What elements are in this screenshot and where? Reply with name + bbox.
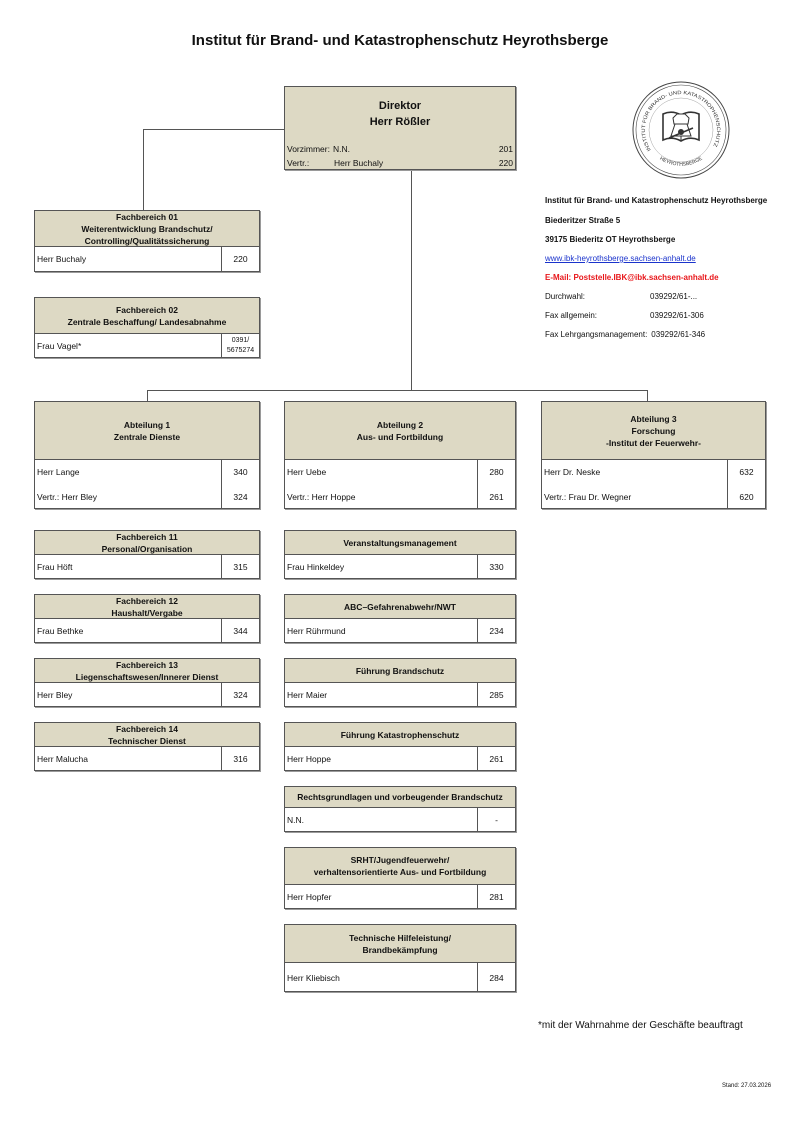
contact-org: Institut für Brand- und Katastrophenschutz Heyrothsberge (545, 196, 768, 205)
unit-box-fachbereich-01 (34, 210, 260, 272)
department-deputy: Vertr.: Herr Bley (37, 491, 97, 502)
director-name: Herr Rößler (369, 116, 431, 128)
unit-title: verhaltensorientierte Aus- und Fortbildung (313, 867, 487, 877)
contact-email-link[interactable]: E-Mail: Poststelle.IBK@ibk.sachsen-anhalt.de (545, 273, 719, 282)
department-title: Abteilung 2 (376, 419, 424, 430)
unit-person-row (285, 747, 515, 771)
seal-bottom-text: HEYROTHSBERGE (658, 155, 704, 168)
department-subtitle: Forschung (631, 425, 676, 436)
phone-label: Fax Lehrgangsmanagement: (545, 330, 648, 339)
row-ext: 220 (498, 158, 513, 168)
phone-label: Durchwahl: (545, 292, 586, 301)
department-box-abteilung-1 (34, 401, 260, 509)
unit-header (285, 659, 515, 683)
page-title: Institut für Brand- und Katastrophenschutz Heyrothsberge (191, 32, 609, 49)
unit-box-fachbereich-13 (34, 658, 260, 707)
department-deputy: Vertr.: Frau Dr. Wegner (544, 491, 632, 502)
phone-extension: 340 (233, 467, 248, 478)
unit-person-row (285, 963, 515, 992)
unit-box-veranstaltungsmanagement (284, 530, 516, 579)
person-name: Herr Hoppe (287, 754, 331, 764)
unit-person-row (285, 808, 515, 832)
department-title: Abteilung 1 (123, 419, 171, 430)
phone-extension: 261 (489, 491, 504, 502)
department-box-abteilung-2 (284, 401, 516, 509)
extensions (221, 460, 259, 509)
row-label: Vertr.: (287, 158, 310, 168)
person-name: Herr Buchaly (37, 254, 87, 264)
phone-extension: 324 (221, 683, 259, 707)
unit-box-technische-hilfeleistung (284, 924, 516, 992)
phone-extension: 632 (739, 467, 754, 478)
phone-extension: 281 (477, 885, 515, 909)
person-name: Herr Rührmund (287, 626, 346, 636)
connector-line (411, 170, 412, 391)
department-head: Herr Dr. Neske (544, 467, 601, 478)
department-people (542, 460, 765, 509)
unit-header (35, 531, 259, 555)
person-name: Frau Vagel* (37, 340, 82, 351)
phone-extension: 324 (233, 491, 248, 502)
unit-subtitle: Personal/Organisation (101, 543, 193, 554)
unit-header (285, 595, 515, 619)
unit-title: Technische Hilfeleistung/ (349, 932, 451, 943)
unit-box-fachbereich-02 (34, 297, 260, 358)
row-name: N.N. (332, 144, 350, 154)
unit-subtitle: Zentrale Beschaffung/ Landesabnahme (67, 316, 227, 327)
department-head: Herr Uebe (287, 467, 327, 478)
person-name: Herr Bley (37, 690, 73, 700)
person-name: Frau Hinkeldey (287, 562, 345, 572)
unit-person-row (35, 619, 259, 643)
department-subtitle: Aus- und Fortbildung (356, 431, 444, 442)
unit-title: Brandbekämpfung (362, 944, 438, 955)
unit-header (285, 531, 515, 555)
phone-value: 039292/61-306 (650, 311, 704, 320)
unit-person-row (35, 683, 259, 707)
phone-extension: 261 (477, 747, 515, 771)
unit-header (285, 925, 515, 963)
person-name: Frau Bethke (37, 626, 84, 636)
unit-box-fuehrung-brandschutz (284, 658, 516, 707)
phone-extension: 315 (221, 555, 259, 579)
unit-subtitle: Haushalt/Vergabe (111, 607, 183, 618)
department-people (285, 460, 515, 509)
stand-date: Stand: 27.03.2026 (722, 1083, 772, 1089)
director-row-vorzimmer (287, 144, 513, 154)
unit-title: Fachbereich 02 (116, 304, 178, 315)
phone-extension: 234 (477, 619, 515, 643)
contact-fax-general (545, 311, 704, 320)
row-ext: 201 (498, 144, 513, 154)
unit-subtitle: Weiterentwicklung Brandschutz/ (81, 223, 213, 234)
phone-value: 039292/61-... (650, 292, 698, 301)
contact-street: Biederitzer Straße 5 (545, 216, 621, 225)
unit-title: Fachbereich 12 (116, 595, 178, 606)
unit-box-fachbereich-11 (34, 530, 260, 579)
contact-city: 39175 Biederitz OT Heyrothsberge (545, 235, 676, 244)
unit-title: Führung Brandschutz (355, 665, 445, 676)
unit-title: Führung Katastrophenschutz (340, 729, 460, 740)
director-row-deputy (287, 158, 513, 168)
unit-title: Veranstaltungsmanagement (343, 537, 457, 548)
unit-person-row (35, 334, 259, 357)
unit-person-row (285, 555, 515, 579)
unit-person-row (285, 683, 515, 707)
unit-header (35, 595, 259, 619)
phone-extension: 280 (489, 467, 504, 478)
director-title: Direktor (378, 100, 422, 112)
phone-extension: 330 (477, 555, 515, 579)
person-name: Herr Hopfer (287, 892, 332, 902)
connector-line (647, 390, 648, 401)
department-box-abteilung-3 (541, 401, 766, 509)
unit-subtitle: Liegenschaftswesen/Innerer Dienst (75, 671, 219, 682)
row-label: Vorzimmer: (287, 144, 330, 154)
unit-title: Fachbereich 01 (116, 211, 178, 222)
phone-line: 5675274 (226, 346, 255, 354)
unit-subtitle: Technischer Dienst (108, 735, 186, 746)
director-box (284, 86, 516, 170)
unit-header (285, 848, 515, 885)
phone-extension: 344 (221, 619, 259, 643)
contact-fax-course-mgmt (545, 330, 705, 339)
extensions (727, 460, 765, 509)
unit-box-fachbereich-12 (34, 594, 260, 643)
person-name: Herr Maier (287, 690, 328, 700)
unit-header (35, 211, 259, 247)
phone-label: Fax allgemein: (545, 311, 598, 320)
unit-person-row (35, 747, 259, 771)
extensions (477, 460, 515, 509)
phone-value: 039292/61-346 (651, 330, 706, 339)
unit-title: ABC–Gefahrenabwehr/NWT (344, 601, 456, 612)
unit-title: Fachbereich 11 (116, 531, 178, 542)
unit-box-fuehrung-katastrophenschutz (284, 722, 516, 771)
phone-extension: - (477, 808, 515, 832)
unit-person-row (285, 885, 515, 909)
person-name: N.N. (287, 815, 304, 825)
phone-extension: 316 (221, 747, 259, 771)
contact-phone-direct (545, 292, 697, 301)
department-subtitle: -Institut der Feuerwehr- (606, 437, 701, 448)
unit-box-fachbereich-14 (34, 722, 260, 771)
unit-header (35, 659, 259, 683)
unit-title: Fachbereich 13 (116, 659, 178, 670)
unit-header (285, 787, 515, 808)
row-name: Herr Buchaly (334, 158, 384, 168)
unit-header (285, 723, 515, 747)
unit-subtitle: Controlling/Qualitätssicherung (84, 235, 210, 246)
unit-header (35, 723, 259, 747)
unit-box-srht-jugendfeuerwehr (284, 847, 516, 909)
person-name: Frau Höft (37, 562, 73, 572)
phone-extension: 285 (477, 683, 515, 707)
connector-line (147, 390, 648, 391)
unit-header (35, 298, 259, 334)
phone-line: 0391/ (231, 336, 250, 344)
department-head: Herr Lange (37, 467, 80, 478)
institute-seal-icon (631, 80, 731, 180)
connector-line (147, 390, 148, 401)
department-title: Abteilung 3 (630, 413, 677, 424)
phone-extension: 284 (477, 963, 515, 992)
unit-box-rechtsgrundlagen (284, 786, 516, 832)
department-subtitle: Zentrale Dienste (113, 431, 181, 442)
unit-title: SRHT/Jugendfeuerwehr/ (350, 855, 450, 865)
footnote: *mit der Wahrnahme der Geschäfte beauftragt (538, 1020, 743, 1031)
unit-person-row (35, 555, 259, 579)
department-people (35, 460, 259, 509)
person-name: Herr Kliebisch (287, 972, 340, 983)
unit-person-row (285, 619, 515, 643)
unit-person-row (35, 247, 259, 271)
department-header (542, 402, 765, 460)
department-header (285, 402, 515, 460)
phone-extension: 220 (221, 247, 259, 271)
person-name: Herr Malucha (37, 754, 89, 764)
seal-ring-text: INSTITUT FÜR BRAND- UND KATASTROPHENSCHUTZ (640, 90, 722, 153)
phone-extension: 620 (739, 491, 754, 502)
phone-extension (221, 334, 259, 357)
unit-title: Rechtsgrundlagen und vorbeugender Brandschutz (297, 792, 503, 802)
department-deputy: Vertr.: Herr Hoppe (287, 491, 356, 502)
unit-box-abc-gefahrenabwehr (284, 594, 516, 643)
department-header (35, 402, 259, 460)
contact-website-link[interactable]: www.ibk-heyrothsberge.sachsen-anhalt.de (545, 254, 696, 263)
unit-title: Fachbereich 14 (116, 723, 178, 734)
connector-line (143, 129, 285, 130)
connector-line (143, 129, 144, 210)
